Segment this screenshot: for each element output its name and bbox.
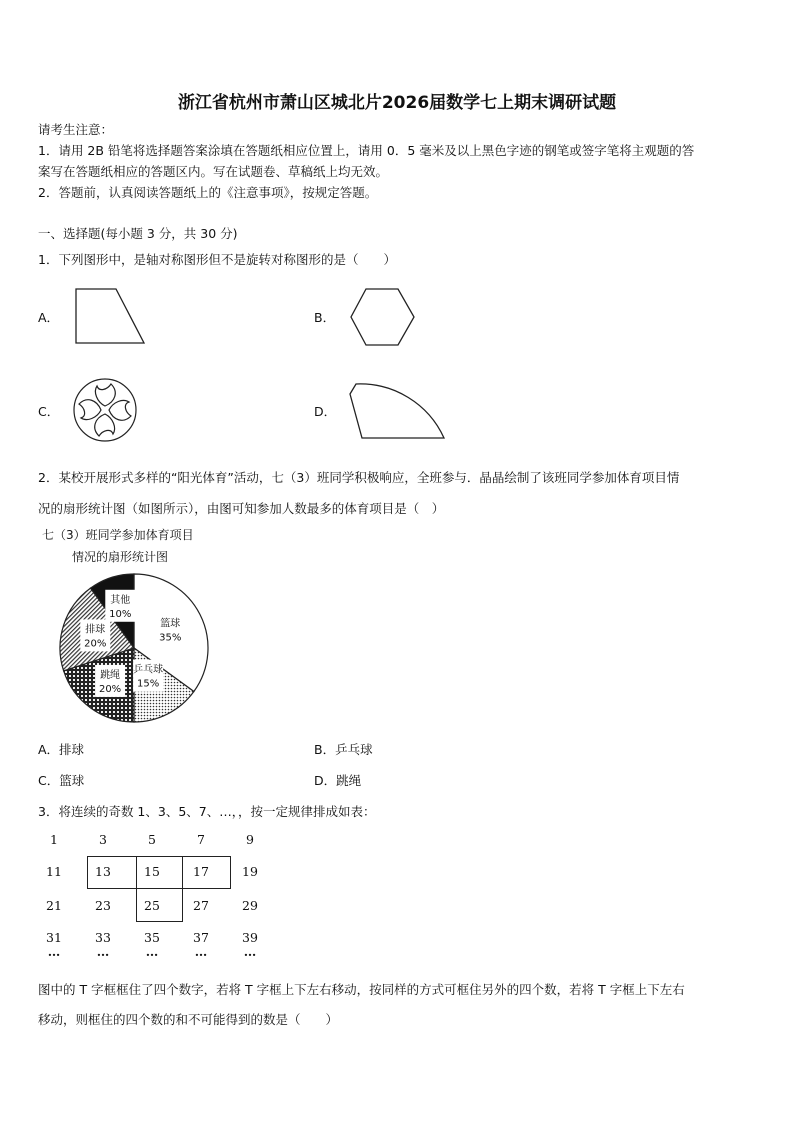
pie-slice-label-5: 其他 [110, 594, 131, 606]
table-cell: 5 [148, 832, 156, 847]
q1-option-b-label: B． [314, 310, 336, 325]
table-cell: 35 [144, 930, 160, 945]
table-cell: 7 [197, 832, 205, 847]
table-ellipsis: … [145, 944, 159, 959]
q3-text-line-1: 图中的 T 字框框住了四个数字，若将 T 字框上下左右移动，按同样的方式可框住另外的四个数，若将 T 字框上下左右 [38, 982, 685, 997]
table-cell: 21 [46, 898, 62, 913]
table-cell: 31 [46, 930, 62, 945]
table-cell: 25 [144, 898, 160, 913]
chart-title: 七（3）班同学参加体育项目 [42, 528, 194, 542]
table-cell: 39 [242, 930, 258, 945]
table-cell: 33 [95, 930, 111, 945]
pinwheel-figure [70, 376, 140, 444]
q1-option-d-label: D． [314, 404, 337, 419]
q1-option-a-label: A． [38, 310, 60, 325]
odd-number-table [34, 828, 294, 968]
table-cell: 11 [46, 864, 62, 879]
table-cell: 19 [242, 864, 258, 879]
q2-stem-line-2: 况的扇形统计图（如图所示），由图可知参加人数最多的体育项目是（ ） [38, 501, 445, 516]
table-cell: 3 [99, 832, 107, 847]
page-title: 浙江省杭州市萧山区城北片2026届数学七上期末调研试题 [177, 93, 617, 113]
table-cell: 9 [246, 832, 254, 847]
table-ellipsis: … [243, 944, 257, 959]
table-cell: 37 [193, 930, 209, 945]
q2-option-c: C．篮球 [38, 773, 85, 788]
pie-slice-value-4: 20% [84, 638, 107, 650]
pie-slice-label-3: 跳绳 [100, 669, 121, 681]
pie-slice-value-2: 15% [136, 678, 160, 690]
table-cell: 1 [50, 832, 58, 847]
q2-stem-line-1: 2．某校开展形式多样的“阳光体育”活动，七（3）班同学积极响应，全班参与．晶晶绘制了该班同学参加体育项目情 [38, 470, 680, 485]
table-ellipsis: … [47, 944, 61, 959]
sector-figure [344, 376, 448, 444]
notice-item-2: 2．答题前，认真阅读答题纸上的《注意事项》，按规定答题。 [38, 185, 378, 200]
pie-slice-label-1: 篮球 [160, 618, 181, 630]
table-cell: 29 [242, 898, 258, 913]
table-ellipsis: … [194, 944, 208, 959]
q1-stem: 1．下列图形中，是轴对称图形但不是旋转对称图形的是（ ） [38, 252, 396, 267]
chart-subtitle: 情况的扇形统计图 [72, 550, 169, 564]
q2-option-a: A．排球 [38, 742, 85, 757]
q2-option-b: B．乒乓球 [314, 742, 373, 757]
table-cell: 15 [144, 864, 160, 879]
section-heading: 一、选择题(每小题 3 分，共 30 分) [38, 226, 238, 241]
table-cell: 17 [193, 864, 209, 879]
table-ellipsis: … [96, 944, 110, 959]
q2-option-d: D．跳绳 [314, 773, 362, 788]
q3-text-line-2: 移动，则框住的四个数的和不可能得到的数是（ ） [38, 1012, 339, 1027]
pie-slice-value-1: 35% [159, 632, 182, 644]
notice-item-1-line-2: 案写在答题纸相应的答题区内。写在试题卷、草稿纸上均无效。 [38, 164, 389, 179]
pie-slice-label-2: 乒乓球 [133, 664, 164, 676]
table-cell: 27 [193, 898, 209, 913]
q3-stem: 3．将连续的奇数 1、3、5、7、…，，按一定规律排成如表： [38, 804, 376, 819]
table-cell: 23 [95, 898, 111, 913]
table-cell: 13 [95, 864, 111, 879]
notice-item-1-line-1: 1．请用 2B 铅笔将选择题答案涂填在答题纸相应位置上，请用 0．5 毫米及以上黑色字迹的钢笔或签字笔将主观题的答 [38, 143, 695, 158]
trapezoid-figure [72, 285, 152, 349]
q1-option-c-label: C． [38, 404, 60, 419]
pie-slice-value-5: 10% [109, 608, 132, 620]
pie-slice-label-4: 排球 [85, 624, 106, 636]
pie-slice-value-3: 20% [98, 683, 122, 695]
pie-chart [56, 570, 212, 726]
hexagon-figure [348, 286, 420, 350]
notice-heading: 请考生注意： [38, 122, 114, 137]
